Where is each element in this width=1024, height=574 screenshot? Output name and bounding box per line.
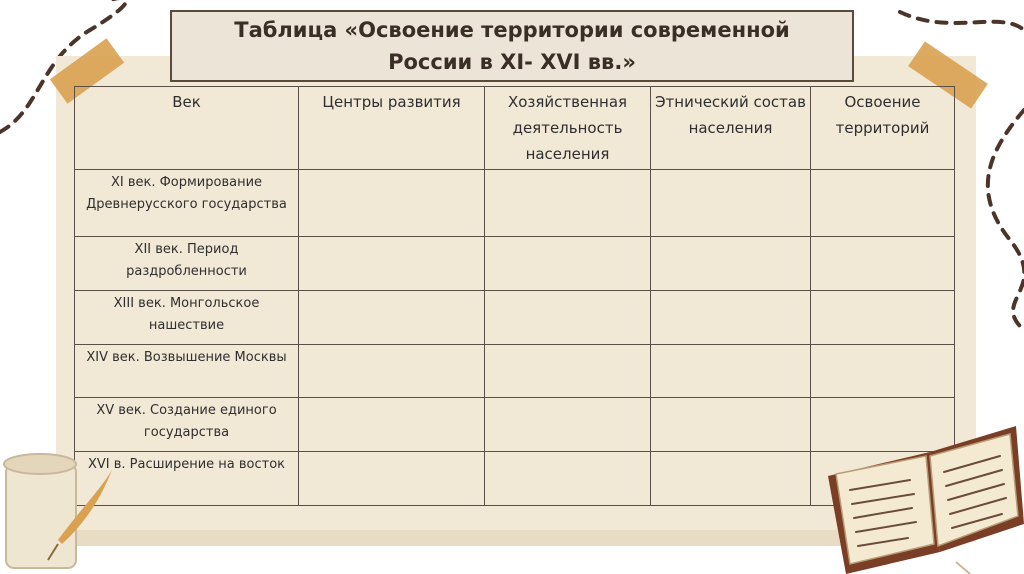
table-cell[interactable] (299, 237, 485, 291)
table-cell[interactable] (651, 170, 811, 237)
table-cell[interactable] (811, 291, 955, 345)
table-cell[interactable] (299, 170, 485, 237)
torn-paper-edge (60, 530, 880, 546)
table-cell[interactable] (485, 398, 651, 452)
table-cell[interactable] (811, 345, 955, 398)
table-cell[interactable] (485, 291, 651, 345)
table-header-row (75, 87, 955, 170)
row-century-cell: XV век. Создание единого государства (75, 398, 299, 452)
table-row (75, 345, 955, 398)
row-century-cell: XIV век. Возвышение Москвы (75, 345, 299, 398)
row-century-cell: XI век. Формирование Древнерусского государства (75, 170, 299, 237)
open-book-icon (820, 412, 1024, 574)
table-cell[interactable] (299, 291, 485, 345)
header-ethnic: Этнический состав населения (651, 87, 811, 170)
row-century-cell: XVI в. Расширение на восток (75, 452, 299, 506)
header-territory: Освоение территорий (811, 87, 955, 170)
table-cell[interactable] (811, 170, 955, 237)
table-cell[interactable] (485, 237, 651, 291)
table-row (75, 237, 955, 291)
table-row (75, 170, 955, 237)
table-cell[interactable] (651, 291, 811, 345)
table-cell[interactable] (485, 345, 651, 398)
table-cell[interactable] (651, 345, 811, 398)
title-line-2: России в XI- XVI вв.» (388, 50, 636, 74)
table-cell[interactable] (485, 170, 651, 237)
scroll-quill-icon (0, 450, 120, 574)
header-economy: Хозяйственная деятельность населения (485, 87, 651, 170)
table-row (75, 291, 955, 345)
table-cell[interactable] (651, 237, 811, 291)
table-cell[interactable] (811, 237, 955, 291)
table-cell[interactable] (299, 345, 485, 398)
title-box (170, 10, 854, 82)
table-cell[interactable] (651, 398, 811, 452)
table-cell[interactable] (485, 452, 651, 506)
header-centers: Центры развития (299, 87, 485, 170)
table-cell[interactable] (299, 452, 485, 506)
table-cell[interactable] (651, 452, 811, 506)
header-century: Век (75, 87, 299, 170)
row-century-cell: XII век. Период раздробленности (75, 237, 299, 291)
row-century-cell: XIII век. Монгольское нашествие (75, 291, 299, 345)
table-cell[interactable] (299, 398, 485, 452)
title-line-1: Таблица «Освоение территории современной (234, 18, 790, 42)
